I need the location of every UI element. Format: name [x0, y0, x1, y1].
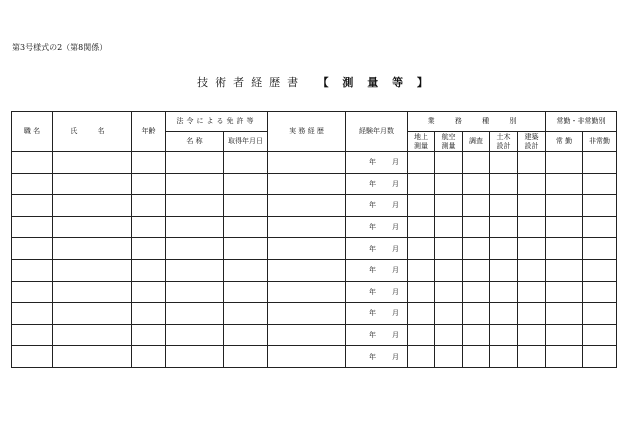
year-label: 年 [369, 266, 376, 275]
table-cell[interactable] [12, 303, 53, 325]
header-employment: 常勤・非常勤別 [546, 112, 617, 132]
table-cell[interactable] [435, 216, 463, 238]
years-cell[interactable] [346, 346, 408, 368]
month-label: 月 [392, 331, 399, 340]
years-cell[interactable] [346, 281, 408, 303]
table-cell[interactable] [546, 195, 583, 217]
year-label: 年 [369, 223, 376, 232]
table-cell[interactable] [518, 238, 546, 260]
form-id: 第3号様式の2（第8関係） [12, 43, 108, 52]
table-cell[interactable] [53, 346, 132, 368]
table-cell[interactable] [268, 152, 346, 174]
table-cell[interactable] [435, 259, 463, 281]
table-cell[interactable] [583, 238, 617, 260]
table-cell[interactable] [166, 324, 224, 346]
table-cell[interactable] [583, 152, 617, 174]
table-cell[interactable] [408, 238, 435, 260]
table-cell[interactable] [463, 259, 490, 281]
table-cell[interactable] [583, 281, 617, 303]
table-cell[interactable] [435, 303, 463, 325]
table-cell[interactable] [268, 173, 346, 195]
table-cell[interactable] [12, 173, 53, 195]
career-table [11, 111, 617, 368]
header-years: 経験年月数 [346, 112, 408, 152]
years-cell[interactable] [346, 216, 408, 238]
table-cell[interactable] [224, 259, 268, 281]
table-cell[interactable] [53, 238, 132, 260]
table-cell[interactable] [132, 324, 166, 346]
table-cell[interactable] [518, 346, 546, 368]
table-cell[interactable] [132, 281, 166, 303]
header-business-type: 業 務 種 別 [408, 112, 546, 132]
table-row [12, 195, 617, 217]
header-business-civil: 土木 設計 [490, 132, 518, 152]
table-row [12, 346, 617, 368]
table-cell[interactable] [518, 324, 546, 346]
table-cell[interactable] [546, 324, 583, 346]
table-cell[interactable] [518, 152, 546, 174]
table-cell[interactable] [546, 281, 583, 303]
table-cell[interactable] [463, 216, 490, 238]
table-cell[interactable] [224, 195, 268, 217]
table-cell[interactable] [583, 303, 617, 325]
table-cell[interactable] [435, 238, 463, 260]
table-cell[interactable] [224, 346, 268, 368]
header-business-ground: 地上 測量 [408, 132, 435, 152]
table-cell[interactable] [463, 346, 490, 368]
table-cell[interactable] [463, 238, 490, 260]
table-cell[interactable] [53, 173, 132, 195]
table-cell[interactable] [408, 324, 435, 346]
years-cell[interactable] [346, 195, 408, 217]
title-category: 【 測 量 等 】 [317, 76, 433, 89]
year-label: 年 [369, 287, 376, 296]
years-cell[interactable] [346, 324, 408, 346]
table-cell[interactable] [166, 259, 224, 281]
years-cell[interactable] [346, 259, 408, 281]
table-cell[interactable] [435, 281, 463, 303]
month-label: 月 [392, 266, 399, 275]
table-cell[interactable] [408, 346, 435, 368]
table-cell[interactable] [12, 238, 53, 260]
table-row [12, 173, 617, 195]
table-cell[interactable] [12, 324, 53, 346]
header-license: 法令による免許等 [166, 112, 268, 132]
table-cell[interactable] [132, 346, 166, 368]
table-cell[interactable] [463, 152, 490, 174]
header-post: 職 名 [12, 112, 53, 152]
table-cell[interactable] [546, 173, 583, 195]
table-cell[interactable] [408, 281, 435, 303]
table-cell[interactable] [408, 195, 435, 217]
table-cell[interactable] [224, 324, 268, 346]
table-cell[interactable] [53, 281, 132, 303]
table-cell[interactable] [435, 152, 463, 174]
table-cell[interactable] [408, 303, 435, 325]
table-cell[interactable] [53, 195, 132, 217]
table-row [12, 238, 617, 260]
header-parttime: 非常勤 [583, 132, 617, 152]
table-cell[interactable] [12, 216, 53, 238]
table-cell[interactable] [518, 216, 546, 238]
table-cell[interactable] [518, 281, 546, 303]
table-cell[interactable] [583, 216, 617, 238]
table-cell[interactable] [546, 152, 583, 174]
table-cell[interactable] [463, 195, 490, 217]
table-cell[interactable] [583, 346, 617, 368]
year-label: 年 [369, 179, 376, 188]
table-cell[interactable] [166, 346, 224, 368]
table-cell[interactable] [12, 346, 53, 368]
table-cell[interactable] [490, 324, 518, 346]
table-row [12, 216, 617, 238]
table-cell[interactable] [490, 303, 518, 325]
table-cell[interactable] [132, 259, 166, 281]
table-cell[interactable] [224, 281, 268, 303]
table-cell[interactable] [268, 281, 346, 303]
table-cell[interactable] [490, 173, 518, 195]
table-cell[interactable] [583, 173, 617, 195]
table-cell[interactable] [583, 324, 617, 346]
table-cell[interactable] [166, 216, 224, 238]
table-row [12, 303, 617, 325]
table-cell[interactable] [435, 195, 463, 217]
table-cell[interactable] [546, 216, 583, 238]
table-cell[interactable] [166, 173, 224, 195]
table-cell[interactable] [490, 238, 518, 260]
table-cell[interactable] [490, 152, 518, 174]
header-fulltime: 常 勤 [546, 132, 583, 152]
table-cell[interactable] [53, 216, 132, 238]
table-cell[interactable] [53, 152, 132, 174]
table-cell[interactable] [268, 216, 346, 238]
table-cell[interactable] [224, 173, 268, 195]
table-row [12, 259, 617, 281]
table-cell[interactable] [546, 346, 583, 368]
month-label: 月 [392, 244, 399, 253]
table-cell[interactable] [224, 238, 268, 260]
header-license-date: 取得年月日 [224, 132, 268, 152]
month-label: 月 [392, 287, 399, 296]
table-cell[interactable] [435, 173, 463, 195]
table-cell[interactable] [463, 281, 490, 303]
header-license-name: 名 称 [166, 132, 224, 152]
year-label: 年 [369, 244, 376, 253]
title-main: 技術者経歴書 [197, 76, 306, 89]
table-cell[interactable] [490, 195, 518, 217]
table-cell[interactable] [166, 303, 224, 325]
table-cell[interactable] [166, 238, 224, 260]
years-cell[interactable] [346, 238, 408, 260]
table-cell[interactable] [268, 259, 346, 281]
table-cell[interactable] [12, 281, 53, 303]
table-cell[interactable] [490, 259, 518, 281]
table-cell[interactable] [12, 195, 53, 217]
table-cell[interactable] [490, 346, 518, 368]
years-cell[interactable] [346, 173, 408, 195]
table-cell[interactable] [463, 303, 490, 325]
month-label: 月 [392, 352, 399, 361]
table-cell[interactable] [490, 281, 518, 303]
years-cell[interactable] [346, 152, 408, 174]
table-row [12, 281, 617, 303]
table-cell[interactable] [518, 303, 546, 325]
table-cell[interactable] [583, 259, 617, 281]
month-label: 月 [392, 223, 399, 232]
table-cell[interactable] [463, 173, 490, 195]
table-cell[interactable] [435, 346, 463, 368]
table-cell[interactable] [132, 238, 166, 260]
table-cell[interactable] [546, 238, 583, 260]
table-cell[interactable] [53, 324, 132, 346]
table-cell[interactable] [224, 152, 268, 174]
table-cell[interactable] [490, 216, 518, 238]
table-cell[interactable] [12, 259, 53, 281]
table-cell[interactable] [546, 259, 583, 281]
table-cell[interactable] [166, 152, 224, 174]
table-cell[interactable] [268, 346, 346, 368]
header-business-building: 建築 設計 [518, 132, 546, 152]
table-cell[interactable] [132, 303, 166, 325]
month-label: 月 [392, 158, 399, 167]
table-cell[interactable] [518, 173, 546, 195]
table-cell[interactable] [408, 259, 435, 281]
table-cell[interactable] [53, 259, 132, 281]
years-cell[interactable] [346, 303, 408, 325]
table-cell[interactable] [268, 195, 346, 217]
table-row [12, 152, 617, 174]
table-cell[interactable] [408, 173, 435, 195]
table-cell[interactable] [12, 152, 53, 174]
table-cell[interactable] [132, 173, 166, 195]
month-label: 月 [392, 179, 399, 188]
table-row [12, 324, 617, 346]
year-label: 年 [369, 158, 376, 167]
header-name: 氏 名 [53, 112, 132, 152]
table-cell[interactable] [268, 238, 346, 260]
table-cell[interactable] [408, 152, 435, 174]
month-label: 月 [392, 309, 399, 318]
table-cell[interactable] [268, 324, 346, 346]
table-cell[interactable] [408, 216, 435, 238]
table-cell[interactable] [463, 324, 490, 346]
table-cell[interactable] [518, 195, 546, 217]
table-cell[interactable] [53, 303, 132, 325]
header-age: 年齢 [132, 112, 166, 152]
table-cell[interactable] [166, 195, 224, 217]
table-cell[interactable] [132, 152, 166, 174]
year-label: 年 [369, 352, 376, 361]
year-label: 年 [369, 309, 376, 318]
document-title [0, 74, 630, 90]
header-career: 実 務 経 歴 [268, 112, 346, 152]
table-cell[interactable] [166, 281, 224, 303]
header-business-aerial: 航空 測量 [435, 132, 463, 152]
table-cell[interactable] [546, 303, 583, 325]
table-cell[interactable] [132, 216, 166, 238]
table-body [12, 152, 617, 368]
header-business-survey: 調査 [463, 132, 490, 152]
table-cell[interactable] [132, 195, 166, 217]
table-cell[interactable] [268, 303, 346, 325]
table-cell[interactable] [583, 195, 617, 217]
year-label: 年 [369, 201, 376, 210]
table-cell[interactable] [224, 303, 268, 325]
table-cell[interactable] [224, 216, 268, 238]
month-label: 月 [392, 201, 399, 210]
table-cell[interactable] [435, 324, 463, 346]
year-label: 年 [369, 331, 376, 340]
table-cell[interactable] [518, 259, 546, 281]
